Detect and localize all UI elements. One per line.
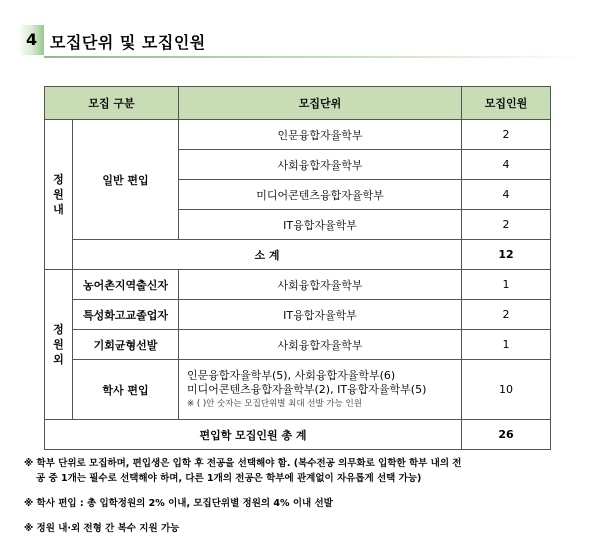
category-bachelor-transfer: 학사 편입 bbox=[73, 360, 179, 420]
unit-cell: IT융합자율학부 bbox=[179, 210, 462, 240]
note-3: ※ 정원 내·외 전형 간 복수 지원 가능 bbox=[24, 523, 180, 534]
table-row bbox=[45, 270, 551, 300]
subtotal-row bbox=[45, 240, 551, 270]
section-number: 4 bbox=[26, 30, 38, 49]
header-category: 모집 구분 bbox=[45, 87, 179, 120]
count-cell: 2 bbox=[462, 210, 551, 240]
unit-cell: IT융합자율학부 bbox=[179, 300, 462, 330]
subtotal-label: 소 계 bbox=[73, 240, 462, 270]
note-1-line1: ※ 학부 단위로 모집하며, 편입생은 입학 후 전공을 선택해야 함. (복수전공 의무화로 입학한 학부 내의 전 bbox=[24, 458, 462, 469]
note-2: ※ 학사 편입 : 총 입학정원의 2% 이내, 모집단위별 정원의 4% 이내 선발 bbox=[24, 498, 333, 509]
unit-cell: 미디어콘텐츠융합자율학부 bbox=[179, 180, 462, 210]
total-value: 26 bbox=[462, 420, 551, 450]
section-heading bbox=[18, 22, 583, 58]
note-1-line2: 공 중 1개는 필수로 선택해야 하며, 다른 1개의 전공은 학부에 관계없이 자유롭게 선택 가능) bbox=[36, 473, 422, 484]
count-cell: 2 bbox=[462, 120, 551, 150]
table-header-row bbox=[45, 87, 551, 120]
total-row bbox=[45, 420, 551, 450]
category-cell: 농어촌지역출신자 bbox=[73, 270, 179, 300]
header-count: 모집인원 bbox=[462, 87, 551, 120]
table-row bbox=[45, 330, 551, 360]
unit-cell: 사회융합자율학부 bbox=[179, 270, 462, 300]
unit-cell: 사회융합자율학부 bbox=[179, 150, 462, 180]
bachelor-unit-cell bbox=[179, 360, 462, 420]
section-title: 모집단위 및 모집인원 bbox=[50, 33, 206, 52]
group-inside-label: 정원내 bbox=[53, 173, 64, 216]
category-cell: 특성화고교졸업자 bbox=[73, 300, 179, 330]
count-cell: 2 bbox=[462, 300, 551, 330]
bachelor-unit-line1: 인문융합자율학부(5), 사회융합자율학부(6) bbox=[187, 368, 396, 382]
bachelor-unit-line2: 미디어콘텐츠융합자율학부(2), IT융합자율학부(5) bbox=[187, 382, 427, 396]
note-1 bbox=[24, 456, 576, 486]
count-cell: 4 bbox=[462, 180, 551, 210]
unit-cell: 사회융합자율학부 bbox=[179, 330, 462, 360]
count-cell: 4 bbox=[462, 150, 551, 180]
category-general-transfer: 일반 편입 bbox=[73, 120, 179, 240]
table-row bbox=[45, 120, 551, 150]
table-row-bachelor bbox=[45, 360, 551, 420]
count-cell: 1 bbox=[462, 270, 551, 300]
recruitment-table bbox=[44, 86, 551, 450]
count-cell: 10 bbox=[462, 360, 551, 420]
notes bbox=[24, 456, 576, 546]
category-cell: 기회균형선발 bbox=[73, 330, 179, 360]
unit-cell: 인문융합자율학부 bbox=[179, 120, 462, 150]
bachelor-unit-note: ※ ( )안 숫자는 모집단위별 최대 선발 가능 인원 bbox=[187, 398, 362, 409]
heading-underline bbox=[44, 56, 583, 58]
header-unit: 모집단위 bbox=[179, 87, 462, 120]
group-outside-label: 정원외 bbox=[53, 323, 64, 366]
group-outside-cell bbox=[45, 270, 73, 420]
subtotal-value: 12 bbox=[462, 240, 551, 270]
table-row bbox=[45, 300, 551, 330]
count-cell: 1 bbox=[462, 330, 551, 360]
group-inside-cell bbox=[45, 120, 73, 270]
total-label: 편입학 모집인원 총 계 bbox=[45, 420, 462, 450]
